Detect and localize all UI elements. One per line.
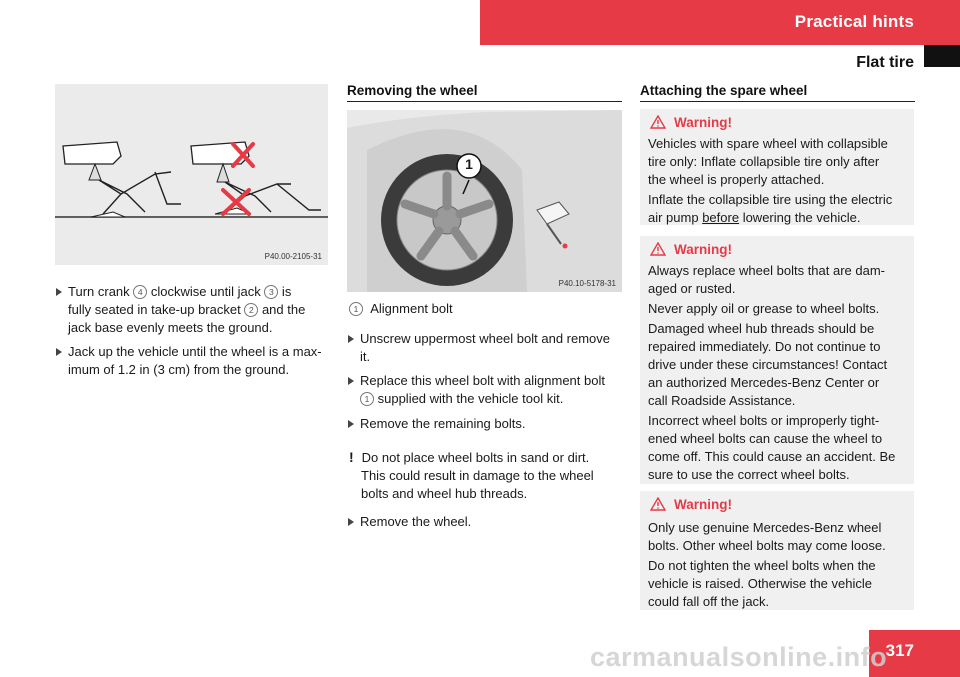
callout-1: 1 (360, 392, 374, 406)
warning-text: Never apply oil or grease to wheel bolts. (648, 301, 880, 316)
instruction-turn-crank: Turn crank 4 clockwise until jack 3 is fully seated in take-up bracket 2 and the jack base evenly meets the ground. (55, 283, 343, 337)
warning-box-1 (640, 109, 914, 225)
header-tab-marker (924, 45, 960, 67)
callout-4: 4 (133, 285, 147, 299)
figure-code: P40.00-2105-31 (264, 252, 322, 261)
warning-text: Vehicles with spare wheel with collapsible tire only: Inflate collapsible tire only after the wheel is properly attached. (648, 136, 888, 187)
notice-block: ! Do not place wheel bolts in sand or dirt. This could result in damage to the wheel bolts and wheel hub threads. (349, 449, 594, 501)
warning-text: Only use genuine Mercedes-Benz wheel bolts. Other wheel bolts may come loose. (648, 520, 886, 553)
warning-text: Always replace wheel bolts that are dam- aged or rusted. (648, 263, 886, 296)
warning-label: Warning! (674, 242, 732, 257)
figure-callout-1: 1 (465, 156, 473, 172)
callout-3: 3 (264, 285, 278, 299)
figure-code: P40.10-5178-31 (558, 279, 616, 288)
warning-triangle-icon (650, 497, 666, 511)
legend-callout: 1 (349, 302, 363, 316)
section-title: Practical hints (794, 12, 914, 31)
instruction-unscrew: Unscrew uppermost wheel bolt and remove it. (347, 330, 642, 366)
warning-box-3 (640, 491, 914, 610)
instruction-jack-up: Jack up the vehicle until the wheel is a max- imum of 1.2 in (3 cm) from the ground. (55, 343, 348, 379)
warning-box-2 (640, 236, 914, 484)
heading-rule (640, 101, 915, 102)
jack-illustration (55, 84, 328, 265)
warning-label: Warning! (674, 497, 732, 512)
heading-removing-wheel: Removing the wheel (347, 83, 478, 98)
page-number: 317 (885, 641, 914, 660)
subsection-title: Flat tire (856, 54, 914, 71)
header-band (480, 0, 960, 45)
callout-2: 2 (244, 303, 258, 317)
instruction-remove-wheel: Remove the wheel. (347, 513, 642, 531)
warning-text: Damaged wheel hub threads should be repaired immediately. Do not continue to drive under these circumstances! Contact an authorized Mercedes-Benz Center or call Roadside Assistance. (648, 321, 888, 408)
instruction-remove-bolts: Remove the remaining bolts. (347, 415, 642, 433)
warning-text: Incorrect wheel bolts or improperly tight- ened wheel bolts can cause the wheel to come off. This could cause an accident. Be sure to use the correct wheel bolts. (648, 413, 896, 482)
heading-attaching-spare: Attaching the spare wheel (640, 83, 808, 98)
wheel-figure (347, 110, 622, 292)
instruction-alignment-bolt: Replace this wheel bolt with alignment bolt 1 supplied with the vehicle tool kit. (347, 372, 642, 408)
warning-triangle-icon (650, 115, 666, 129)
warning-text: Do not tighten the wheel bolts when the vehicle is raised. Otherwise the vehicle could fall off the jack. (648, 558, 876, 609)
jack-figure (55, 84, 328, 265)
wheel-illustration (347, 110, 622, 292)
legend-alignment-bolt: 1 Alignment bolt (349, 300, 453, 318)
watermark: carmanualsonline.info (590, 642, 888, 672)
heading-rule (347, 101, 622, 102)
warning-text: Inflate the collapsible tire using the electric air pump before lowering the vehicle. (648, 192, 893, 225)
exclamation-icon: ! (349, 449, 354, 465)
warning-label: Warning! (674, 115, 732, 130)
warning-triangle-icon (650, 242, 666, 256)
